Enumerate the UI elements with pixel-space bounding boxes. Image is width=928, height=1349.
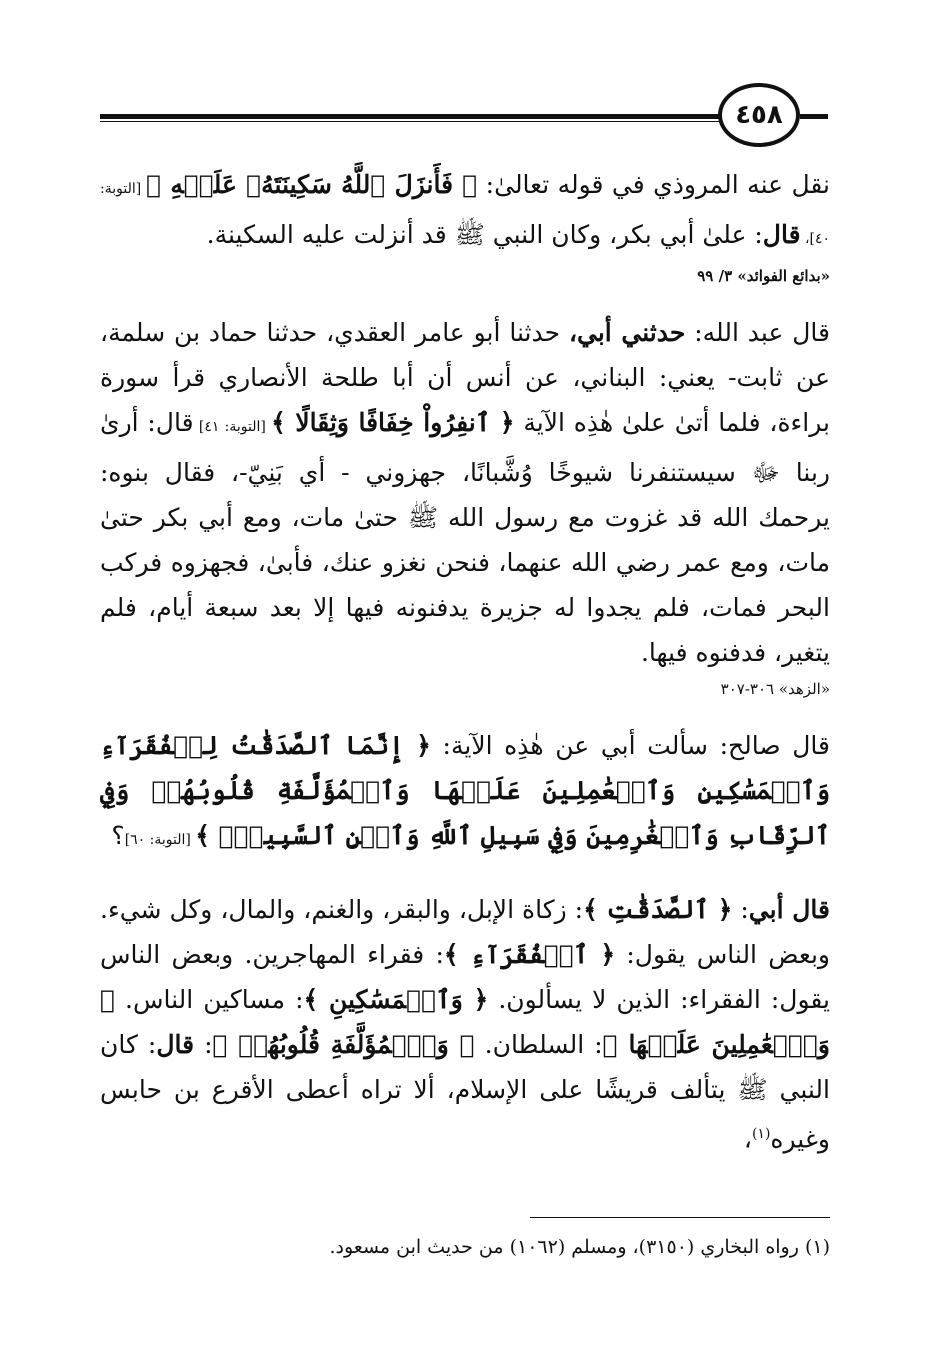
- text: ،: [743, 1124, 752, 1154]
- text: حدثنا أبو عامر العقدي، حدثنا حماد بن سلمة، عن ثابت- يعني: البناني، عن أنس أن أبا طلحة الأنصاري قرأ سورة براءة، فلما أتىٰ علىٰ هٰذِه الآية: [100, 318, 831, 437]
- footnote-separator: [530, 1217, 830, 1218]
- source-citation: «بدائع الفوائد» ٣/ ٩٩: [697, 267, 830, 285]
- quran-quote: ﴿ وَٱلۡمُؤَلَّفَةِ قُلُوبُهُمۡ ﴾: [212, 1030, 475, 1059]
- page-number: ٤٥٨: [718, 83, 800, 147]
- quran-quote: ﴿ ٱلصَّدَقَٰتِ ﴾: [583, 895, 733, 924]
- text: : كان النبي ﷺ يتألف قريشًا على الإسلام، ألا تراه أعطى الأقرع بن حابس وغيره: [100, 1030, 830, 1154]
- bold-text: قال أبي: [748, 895, 831, 924]
- quran-quote: ﴿ فَأَنزَلَ ٱللَّهُ سَكِينَتَهُۥ عَلَيۡهِ ﴾: [146, 170, 478, 199]
- bold-text: قال: [762, 220, 801, 249]
- footnote-marker[interactable]: (١): [751, 1126, 771, 1142]
- paragraph-3: [100, 723, 830, 863]
- text: ؟: [111, 821, 125, 850]
- text: قال: أرىٰ ربنا ﷻ سيستنفرنا شيوخًا وُشَّبانًا، جهزوني - أي بَنِيّ-، فقال بنوه: يرحمك الله قد غزوت مع رسول الله ﷺ حتىٰ مات، ومع أبي بكر حتىٰ مات، ومع عمر رضي الله عنهما، فنحن نغزو عنك، فأبىٰ، فجهزوه فركب البحر فمات، فلم يجدوا له جزيرة يدفنونه فيها إلا بعد سبعة أيام، فلم يتغير، فدفنوه فيها.: [100, 408, 830, 667]
- paragraph-1: [100, 162, 830, 262]
- quran-quote: ﴿ ٱلۡفُقَرَآءِ ﴾: [443, 940, 616, 969]
- text: قال عبد الله:: [685, 318, 831, 347]
- quran-quote: ﴿ وَٱلۡمَسَٰكِينِ ﴾: [303, 985, 489, 1014]
- page-body: [100, 162, 830, 1161]
- header-rule-right: [800, 114, 828, 119]
- text: : علىٰ أبي بكر، وكان النبي ﷺ قد أنزلت عليه السكينة.: [206, 220, 763, 249]
- text: :: [732, 895, 749, 924]
- text: : زكاة الإبل، والبقر، والغنم، والمال، وكل شيء. وبعض الناس يقول:: [100, 895, 830, 969]
- bold-text: حدثني أبي،: [568, 318, 686, 347]
- text: :: [194, 1030, 213, 1059]
- quran-quote: ﴿ إِنَّمَا ٱلصَّدَقَٰتُ لِلۡفُقَرَآءِ وَٱلۡمَسَٰكِينِ وَٱلۡعَٰمِلِينَ عَلَيۡهَا وَٱلۡمُؤَلَّفَةِ قُلُوبُهُمۡ وَفِي ٱلرِّقَابِ وَٱلۡغَٰرِمِينَ وَفِي سَبِيلِ ٱللَّهِ وَٱبۡنِ ٱلسَّبِيلِۖ ﴾: [100, 731, 830, 850]
- header-rule-thin: [100, 121, 720, 122]
- paragraph-2: [100, 310, 830, 675]
- paragraph-4: [100, 887, 830, 1161]
- text: : مساكين الناس.: [115, 985, 304, 1014]
- surah-reference: [التوبة: ٤٠]،: [100, 181, 830, 247]
- text: قال صالح: سألت أبي عن هٰذِه الآية:: [430, 731, 830, 760]
- spacer: [100, 863, 830, 887]
- quran-quote: ﴿ وَٱلۡعَٰمِلِينَ عَلَيۡهَا ﴾: [100, 985, 831, 1059]
- text: : السلطان.: [474, 1030, 603, 1059]
- text: نقل عنه المروذي في قوله تعالىٰ:: [477, 170, 830, 199]
- surah-reference: [التوبة: ٦٠]: [124, 832, 196, 848]
- footnote: (١) رواه البخاري (٣١٥٠)، ومسلم (١٠٦٢) من حديث ابن مسعود.: [329, 1236, 830, 1258]
- bold-text: قال: [156, 1030, 195, 1059]
- header-rule: [100, 114, 720, 119]
- page-header: [100, 80, 828, 140]
- surah-reference: [التوبة: ٤١]: [193, 419, 272, 435]
- quran-quote: ﴿ ٱنفِرُواْ خِفَافًا وَثِقَالًا ﴾: [271, 408, 515, 437]
- text: : فقراء المهاجرين. وبعض الناس يقول: الفقراء: الذين لا يسألون.: [100, 940, 830, 1014]
- source-citation: «الزهد» ٣٠٦-٣٠٧: [720, 680, 830, 698]
